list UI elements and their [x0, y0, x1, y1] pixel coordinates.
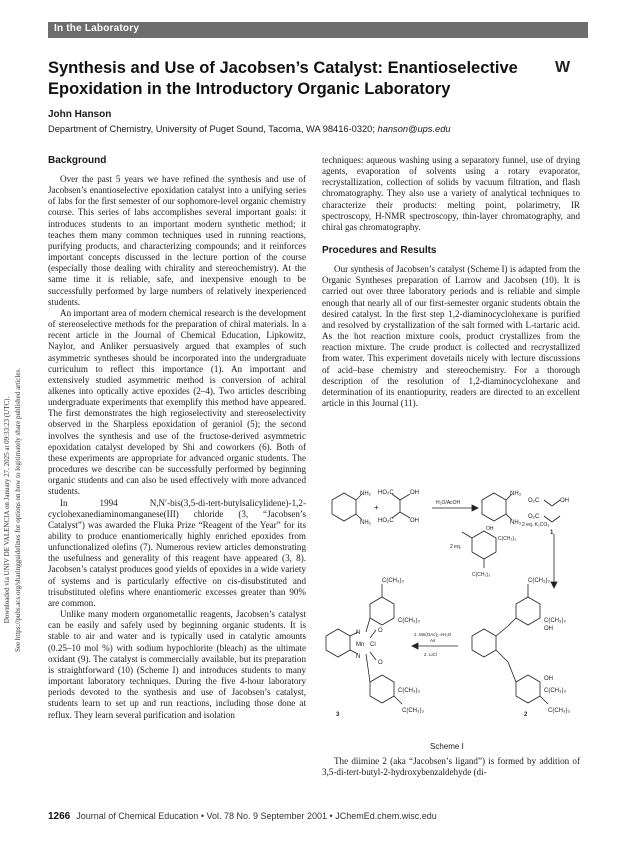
catalyst-n-top: N: [356, 630, 361, 636]
o2c-bottom-label: O₂C: [528, 514, 540, 520]
reagent-step2: 2 eq. K₂CO₃: [522, 522, 550, 528]
ho2c-bottom-label: HO₂C: [378, 518, 394, 524]
page-number: 1266: [48, 811, 71, 822]
compound-1-label: 1: [550, 530, 554, 536]
background-paragraph-3: In 1994 N,N′-bis(3,5-di-tert-butylsalicylidene)-1,2-cyclohexanediaminomanganese(III) chloride (3, “Jacobsen’s Catalyst”) was awarded the Fluka Prize “Reagent of the Year” for its ability to produce enantiomerically highly enriched epoxides from unfunctionalized olefins (7). Numerous review articles demonstrating the usefulness and generality of this reagent have appeared (3, 8). Jacobsen’s catalyst produces good yields of epoxides in a wide variety of systems and is particularly effective on cis-disubstituted and trisubstituted olefins where enantiomeric excesses greater than 90% are common.: [48, 497, 306, 608]
catalyst-cl-label: Cl: [370, 642, 376, 648]
reagent-step3a: 1. Mn(OAc)₂·4H₂O: [414, 632, 452, 637]
catalyst-cme3-low: C(CH₃)₃: [398, 688, 420, 694]
aldehyde-oh-label: OH: [486, 526, 494, 532]
reagent-step3c: 2. LiCl: [424, 652, 437, 657]
plus-sign: +: [374, 503, 379, 512]
sharing-guidelines-note[interactable]: See https://pubs.acs.org/sharingguidelines for options on how to legitimately share published articles.: [14, 368, 22, 652]
aldehyde-cme3-top: C(CH₃)₃: [498, 536, 517, 542]
aldehyde-cme3-bottom: C(CH₃)₃: [472, 572, 491, 578]
catalyst-mn-label: Mn: [356, 642, 365, 648]
nh2-bottom-label: NH₂: [360, 520, 371, 526]
reagent-step3b: Air: [430, 638, 436, 643]
diamine-ring: [332, 493, 356, 521]
catalyst-n-bottom: N: [356, 654, 361, 660]
ligand-oh-bottom: OH: [544, 676, 553, 682]
o2c-top-label: O₂C: [528, 498, 540, 504]
ligand-cme3-mid: C(CH₃)₃: [544, 618, 566, 624]
author-name: John Hanson: [48, 109, 112, 120]
reagent-step1: H₂O/AcOH: [436, 500, 461, 506]
background-paragraph-1: Over the past 5 years we have refined the synthesis and use of Jacobsen’s enantioselective epoxidation catalyst into a unifying series of labs for the first semester of our sophomore-level organic chemistry course. This series of labs accomplishes several important goals: it introduces students to an important modern synthetic method; it teaches them many common techniques used in running reactions, purifying products, and characterizing compounds; and it reinforces important concepts discussed in the lecture portion of the course (especially those dealing with chirality and stereochemistry). At the same time it is reliable, safe, and inexpensive enough to be successfully performed by large numbers of relatively inexperienced students.: [48, 174, 306, 307]
compound-2-label: 2: [524, 712, 528, 718]
ligand-cme3-low: C(CH₃)₃: [544, 688, 566, 694]
aldehyde-ring: [472, 531, 496, 559]
compound-3-label: 3: [336, 712, 340, 718]
ligand-oh-top: OH: [544, 626, 553, 632]
ligand-cme3-bottom: C(CH₃)₃: [548, 708, 570, 714]
catalyst-lower-ring: [370, 675, 394, 703]
catalyst-cme3-top: C(CH₃)₃: [382, 578, 404, 584]
ho2c-top-label: HO₂C: [378, 490, 394, 496]
right-column: [322, 155, 580, 409]
procedures-paragraph: Our synthesis of Jacobsen’s catalyst (Scheme I) is adapted from the Organic Syntheses preparation of Larrow and Jacobsen (10). It is carried out over three laboratory periods and is reliable and simple enough that nearly all of our first-semester organic students obtain the desired catalyst. In the first step 1,2-diaminocyclohexane is purified and resolved by crystallization of the salt formed with L-tartaric acid. As the hot reaction mixture cools, product crystallizes from the reaction mixture. The crude product is collected and recrystallized from water. This experiment dovetails nicely with lecture discussions of acid–base chemistry and stereochemistry. For a thorough description of the resolution of 1,2-diaminocyclohexane and determination of its enantiopurity, readers are directed to an excellent article in this Journal (11).: [322, 264, 580, 408]
two-eq-label: 2 eq.: [450, 544, 462, 550]
ligand-lower-ring: [516, 675, 540, 703]
affiliation-text: Department of Chemistry, University of Puget Sound, Tacoma, WA 98416-0320;: [48, 124, 375, 134]
nh3-bottom-label: NH₃: [510, 520, 522, 526]
scheme-i-figure: [322, 486, 580, 750]
ligand-upper-ring: [516, 597, 540, 625]
catalyst-cme3-bottom: C(CH₃)₃: [402, 708, 424, 714]
oh-salt-label: OH: [560, 498, 569, 504]
after-scheme-text: [322, 756, 580, 778]
oh-bottom-label: OH: [410, 518, 419, 524]
ligand-cme3-top: C(CH₃)₃: [528, 578, 550, 584]
oh-top-label: OH: [410, 490, 419, 496]
catalyst-o-bottom: O: [378, 660, 383, 666]
background-paragraph-2: An important area of modern chemical research is the development of stereoselective methods for the preparation of chiral materials. In a recent article in the Journal of Chemical Education, Lipkowitz, Naylor, and Anliker persuasively argued that examples of such asymmetric syntheses should be incorporated into the undergraduate curriculum to reflect this importance (1). An important and extensively studied asymmetric method is conversion of achiral alkenes into optically active epoxides (2–4). Two articles describing undergraduate experiments that exemplify this method have appeared. The first demonstrates the high regioselectivity and stereoselectivity observed in the Sharpless epoxidation of geraniol (5); the second involves the synthesis and use of the fructose-derived asymmetric epoxidation catalyst developed by Shi and coworkers (6). Both of these experiments are appropriate for advanced organic students. The procedures we describe can be successfully performed by beginning organic students and can also be used effectively with more advanced students.: [48, 307, 306, 497]
section-banner: [48, 22, 588, 38]
catalyst-cyclohexane: [326, 629, 350, 657]
journal-citation: Journal of Chemical Education • Vol. 78 No. 9 September 2001 • JChemEd.chem.wisc.edu: [76, 811, 437, 821]
nh2-top-label: NH₂: [360, 491, 371, 497]
diimine-paragraph: The diimine 2 (aka “Jacobsen’s ligand”) is formed by addition of 3,5-di-tert-butyl-2-hydroxybenzaldehyde (di-: [322, 756, 580, 778]
continuation-paragraph: techniques: aqueous washing using a separatory funnel, use of drying agents, evaporation of solvents using a rotary evaporator, recrystallization, collection of solids by vacuum filtration, and flash chromatography. They also use a variety of analytical techniques to characterize their products: melting point, polarimetry, IR spectroscopy, H-NMR spectroscopy, thin-layer chromatography, and chiral gas chromatography.: [322, 155, 580, 232]
author-email-link[interactable]: hanson@ups.edu: [377, 124, 451, 134]
catalyst-upper-ring: [370, 597, 394, 625]
procedures-heading: Procedures and Results: [322, 245, 437, 257]
section-banner-label: In the Laboratory: [54, 23, 140, 34]
background-paragraph-4: Unlike many modern organometallic reagents, Jacobsen’s catalyst can be easily and safely used by beginning organic students. It is stable to air and water and is typically used in catalytic amounts (0.25–10 mol %) with sodium hypochlorite (bleach) as the ultimate oxidant (9). The catalyst is commercially available, but its preparation is straightforward (10) (Scheme I) and introduces students to many important laboratory techniques. During the five 4-hour laboratory periods devoted to the synthesis and use of Jacobsen’s catalyst, students learn to set up and run reactions, including those done at reflux. They learn several purification and isolation: [48, 609, 306, 720]
nh3-top-label: NH₃: [510, 491, 522, 497]
web-supplement-icon[interactable]: W: [555, 59, 571, 76]
page-footer: [48, 811, 437, 822]
download-note: Downloaded via UNIV DE VALENCIA on January 27, 2025 at 09:33:23 (UTC).: [3, 396, 11, 624]
salt-ring: [482, 493, 506, 521]
download-sidebar: [2, 320, 28, 700]
author-affiliation: [48, 124, 451, 134]
scheme-caption: Scheme I: [430, 742, 464, 751]
ligand-cyclohexane: [472, 629, 496, 657]
catalyst-cme3-mid: C(CH₃)₃: [398, 618, 420, 624]
catalyst-o-top: O: [378, 628, 383, 634]
left-column: [48, 155, 306, 721]
article-title: Synthesis and Use of Jacobsen’s Catalyst: Enantioselective Epoxidation in the Introductory Organic Laboratory: [48, 59, 518, 98]
background-heading: Background: [48, 155, 107, 166]
